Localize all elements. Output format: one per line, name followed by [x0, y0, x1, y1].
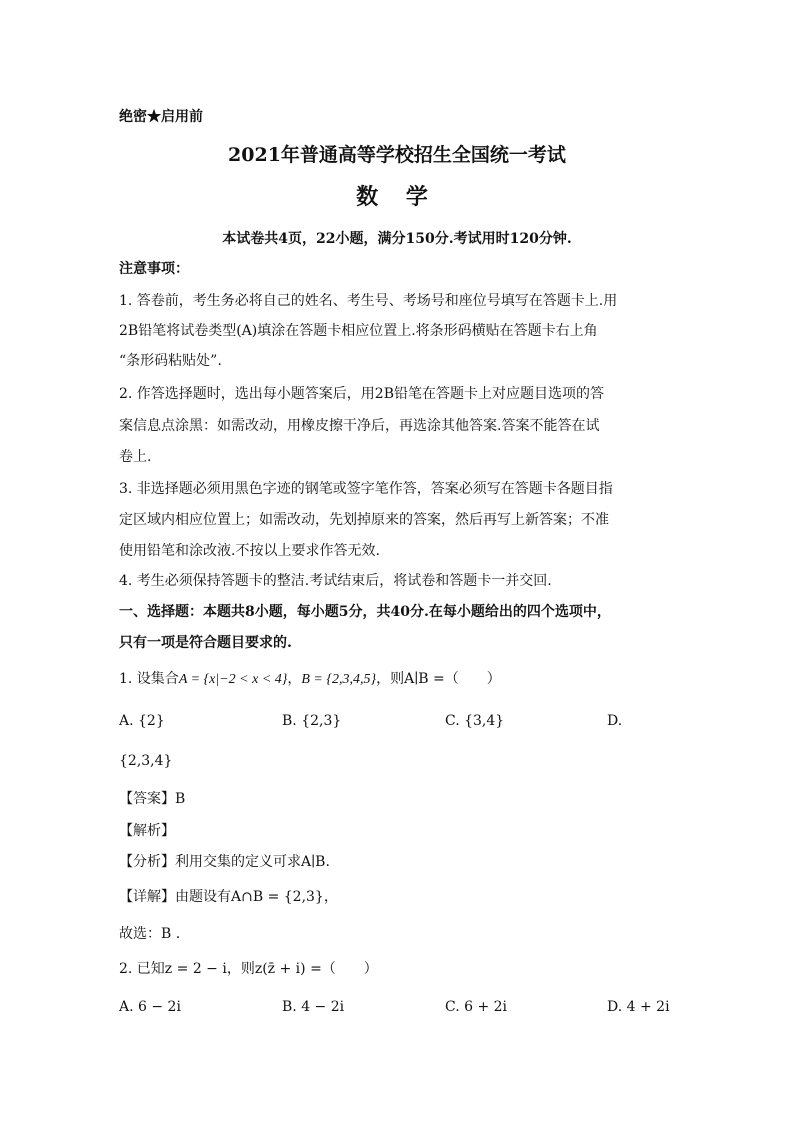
question-1-option-a: A. {2}	[119, 713, 165, 729]
question-1-answer: 【答案】B	[119, 791, 186, 807]
exam-title: 2021年普通高等学校招生全国统一考试	[228, 144, 566, 166]
question-1-option-d: D.	[607, 713, 623, 729]
question-1-choice: 故选：B .	[119, 926, 181, 942]
question-1-option-d-value: {2,3,4}	[119, 753, 173, 769]
notice-title: 注意事项：	[119, 261, 189, 277]
question-1-prefix: 1. 设集合	[119, 671, 179, 687]
question-2-stem: 2. 已知z = 2 − i，则z(z̄ + i) =（ ）	[119, 961, 378, 977]
notice-item-2-line-3: 卷上.	[119, 449, 152, 465]
notice-item-3-line-2: 定区域内相应位置上；如需改动，先划掉原来的答案，然后再写上新答案；不准	[119, 512, 609, 528]
notice-item-2-line-2: 案信息点涂黑：如需改动，用橡皮擦干净后，再选涂其他答案.答案不能答在试	[119, 418, 600, 434]
question-2-option-a: A. 6 − 2i	[119, 999, 181, 1015]
notice-item-2-line-1: 2. 作答选择题时，选出每小题答案后，用2B铅笔在答题卡上对应题目选项的答	[119, 386, 605, 402]
exam-info: 本试卷共4页，22小题，满分150分.考试用时120分钟.	[222, 231, 572, 247]
secret-label: 绝密★启用前	[119, 109, 203, 125]
question-2-option-d: D. 4 + 2i	[607, 999, 670, 1015]
question-1-stem	[119, 668, 684, 691]
question-2-option-b: B. 4 − 2i	[282, 999, 345, 1015]
question-1-detail: 【详解】由题设有A∩B = {2,3}，	[119, 889, 338, 905]
question-1-analysis: 【分析】利用交集的定义可求A∣B.	[119, 854, 330, 870]
question-1-option-b: B. {2,3}	[282, 713, 342, 729]
question-2-option-c: C. 6 + 2i	[445, 999, 508, 1015]
notice-item-3-line-3: 使用铅笔和涂改液.不按以上要求作答无效.	[119, 543, 380, 559]
subject-title: 数 学	[356, 184, 438, 210]
notice-item-1-line-3: “条形码粘贴处”.	[119, 353, 222, 369]
question-1-set-a: A = {x|−2 < x < 4}	[178, 672, 288, 687]
notice-item-1-line-2: 2B铅笔将试卷类型(A)填涂在答题卡相应位置上.将条形码横贴在答题卡右上角	[119, 323, 598, 339]
section-one-line-2: 只有一项是符合题目要求的.	[119, 635, 292, 651]
notice-item-1-line-1: 1. 答卷前，考生务必将自己的姓名、考生号、考场号和座位号填写在答题卡上.用	[119, 293, 618, 309]
section-one-line-1: 一、选择题：本题共8小题，每小题5分，共40分.在每小题给出的四个选项中，	[119, 604, 611, 620]
question-1-analysis-title: 【解析】	[119, 823, 175, 839]
notice-item-3-line-1: 3. 非选择题必须用黑色字迹的钢笔或签字笔作答，答案必须写在答题卡各题目指	[119, 481, 613, 497]
question-1-set-b: B = {2,3,4,5}	[301, 672, 377, 687]
notice-item-4-line-1: 4. 考生必须保持答题卡的整洁.考试结束后，将试卷和答题卡一并交回.	[119, 573, 552, 589]
question-1-ask: ，则A∣B =（ ）	[376, 671, 501, 687]
question-1-separator: ，	[287, 671, 302, 687]
question-1-option-c: C. {3,4}	[445, 713, 505, 729]
